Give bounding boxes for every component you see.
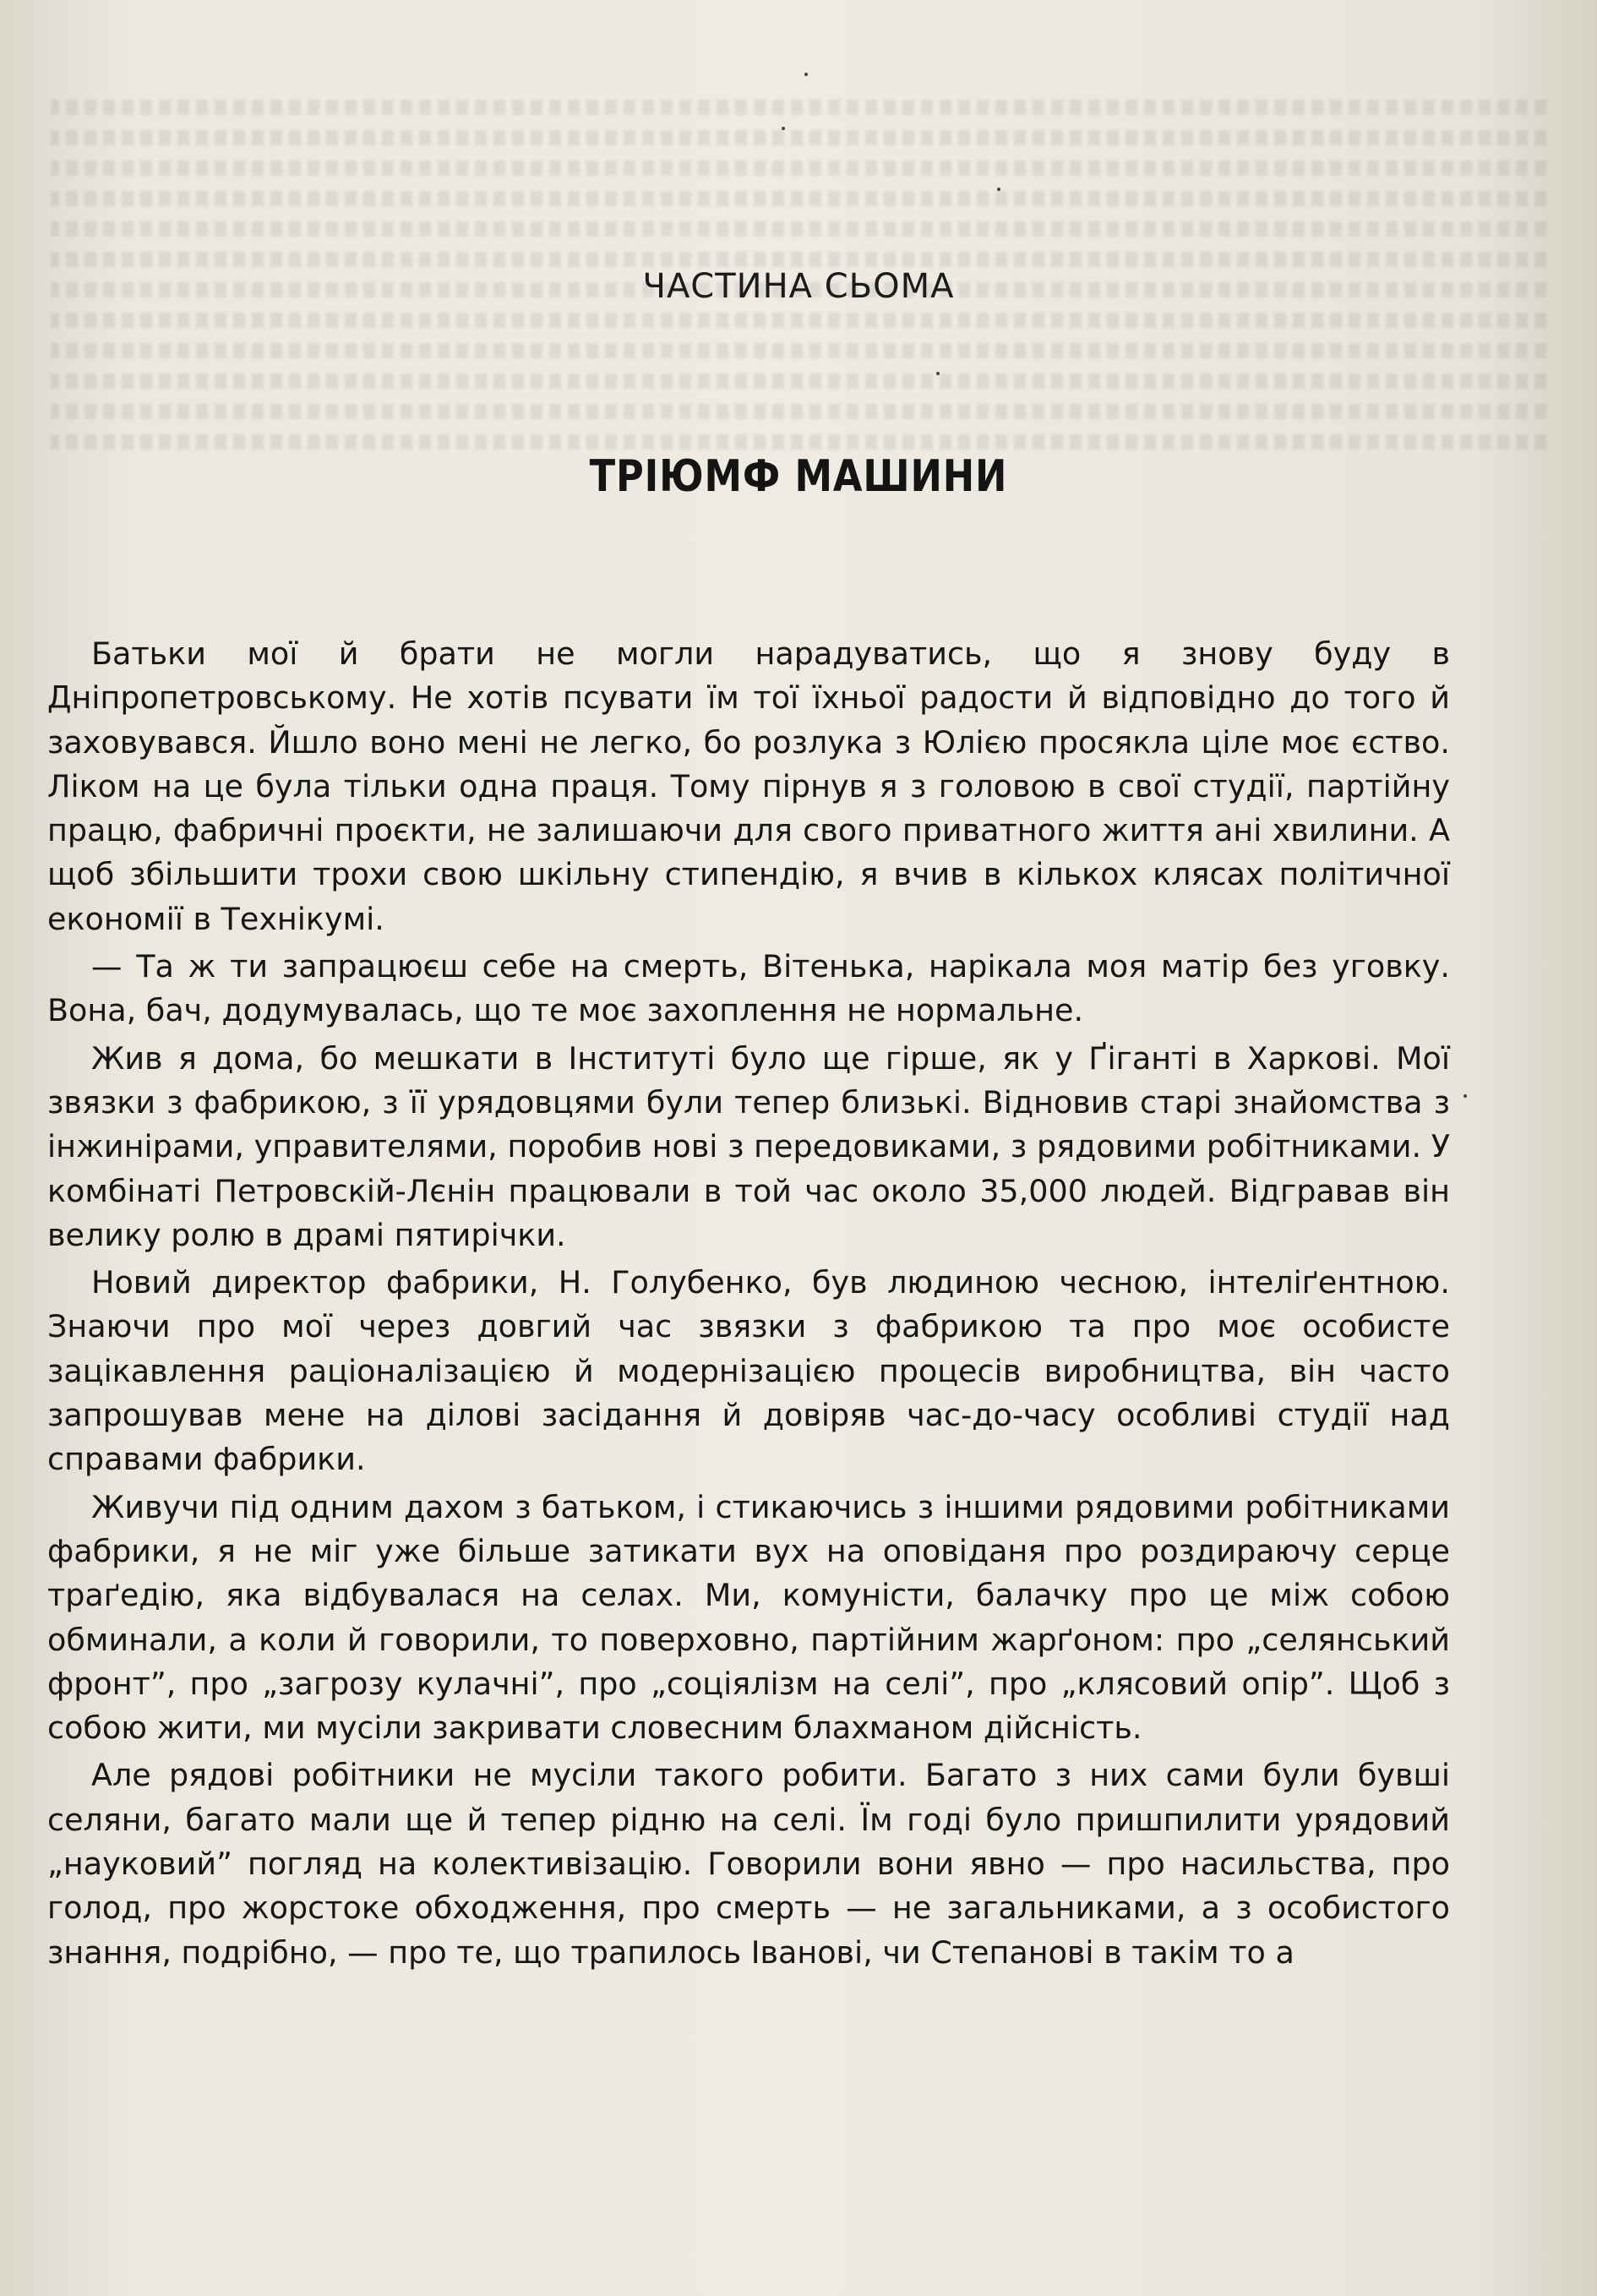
paragraph: Жив я дома, бо мешкати в Інституті було ще гірше, як у Ґіганті в Харкові. Мої звязки з фабрикою, з її урядовцями були тепер близькі. Відновив старі знайомства з інжинірами, управителями, поробив нові з передовиками, з рядовими робітниками. У комбінаті Петровскій-Лєнін працювали в той час около 35,000 людей. Відгравав він велику ролю в драмі пятирічки. [47,1039,1450,1253]
speck [1463,1094,1467,1098]
body-text [47,632,1450,1978]
speck [782,127,785,130]
paragraph: Але рядові робітники не мусіли такого робити. Багато з них сами були бувші селяни, багато мали ще й тепер рідню на селі. Їм годі було пришпилити урядовий „науковий” погляд на колективізацію. Говорили вони явно — про насильства, про голод, про жорстоке обходження, про смерть — не загальниками, а з особистого знання, подрібно, — про те, що трапилось Іванові, чи Степанові в такім то а [47,1757,1450,1971]
bleed-through-texture [51,85,1546,676]
paragraph: Новий директор фабрики, Н. Голубенко, був людиною чесною, інтеліґентною. Знаючи про мої через довгий час звязки з фабрикою та про моє особисте зацікавлення раціоналізацією й модернізацією процесів виробництва, він часто запрошував мене на ділові засідання й довіряв час-до-часу особливі студії над справами фабрики. [47,1264,1450,1478]
speck [936,372,940,375]
speck [997,188,1000,191]
speck [804,73,808,76]
part-title: ЧАСТИНА СЬОМА [642,267,955,306]
paragraph: Батьки мої й брати не могли нарадуватись, що я знову буду в Дніпропетровському. Не хотів псувати їм тої їхньої радости й відповідно до того й заховувався. Йшло воно мені не легко, бо розлука з Юлією просякла ціле моє єство. Ліком на це була тільки одна праця. Тому пірнув я з головою в свої студії, партійну працю, фабричні проєкти, не залишаючи для свого приватного життя ані хвилини. А щоб збільшити трохи свою шкільну стипендію, я вчив в кількох клясах політичної економії в Технікумі. [47,635,1450,937]
paragraph: — Та ж ти запрацюєш себе на смерть, Вітенька, нарікала моя матір без уговку. Вона, бач, додумувалась, що те моє захоплення не нормальне. [47,948,1450,1029]
paragraph: Живучи під одним дахом з батьком, і стикаючись з іншими рядовими робітниками фабрики, я не міг уже більше затикати вух на оповіданя про роздираючу серце траґедію, яка відбувалася на селах. Ми, комуністи, балачку про це між собою обминали, а коли й говорили, то поверховно, партійним жарґоном: про „селянський фронт”, про „загрозу кулачні”, про „соціялізм на селі”, про „клясовий опір”. Щоб з собою жити, ми мусіли закривати словесним блахманом дійсність. [47,1488,1450,1747]
chapter-title: ТРІЮМФ МАШИНИ [589,451,1008,502]
